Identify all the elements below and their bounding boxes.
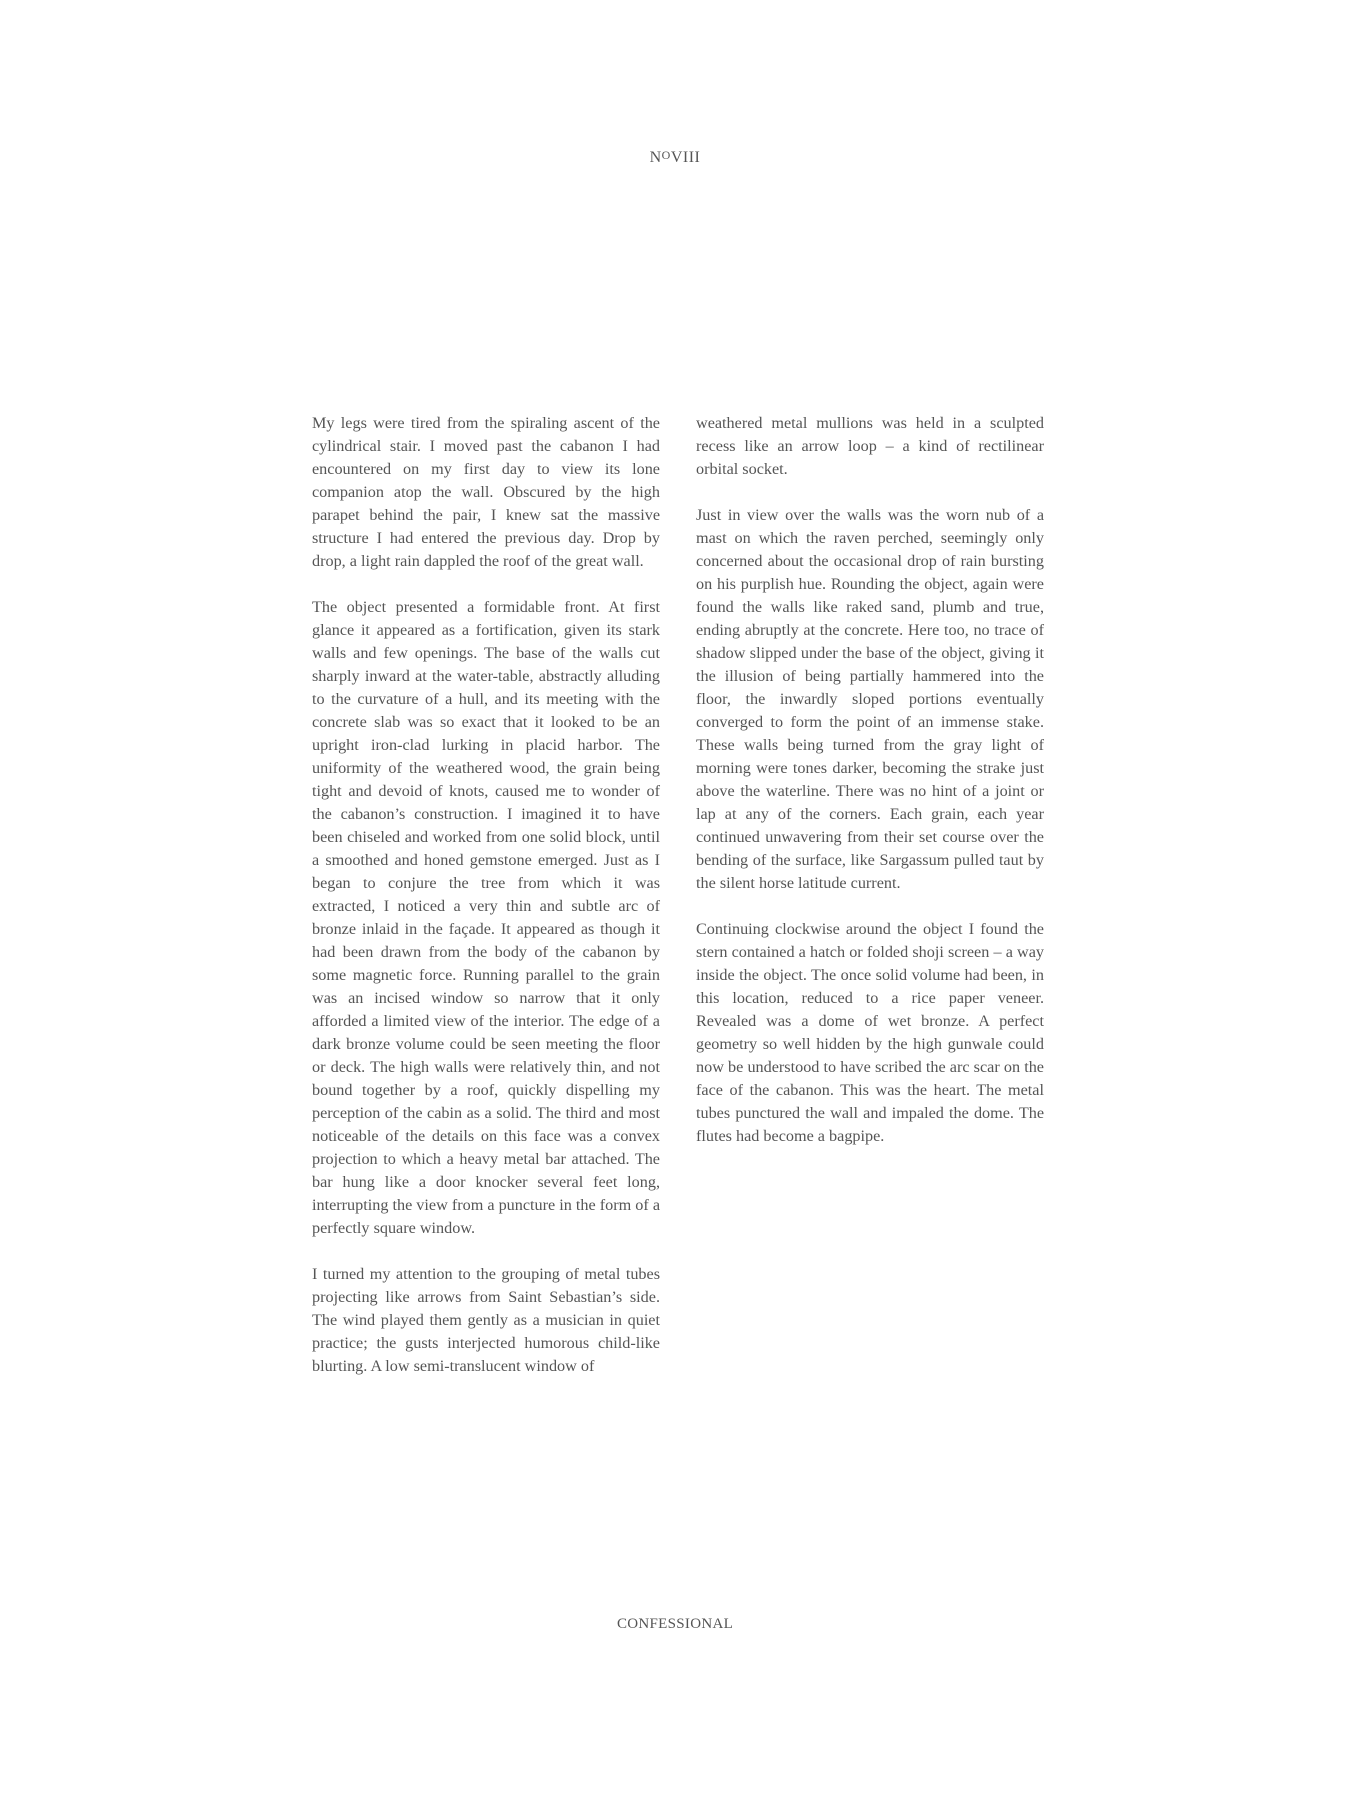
paragraph: Just in view over the walls was the worn nub of a mast on which the raven perched, seemingly only concerned about the occasional drop of rain bursting on his purplish hue. Rounding the object, again were found the walls like raked sand, plumb and true, ending abruptly at the concrete. Here too, no trace of shadow slipped under the base of the object, giving it the illusion of being partially hammered into the floor, the inwardly sloped portions eventually converged to form the point of an immense stake. These walls being turned from the gray light of morning were tones darker, becoming the strake just above the waterline. There was no hint of a joint or lap at any of the corners. Each grain, each year continued unwavering from their set course over the bending of the surface, like Sargassum pulled taut by the silent horse latitude current. (696, 506, 1044, 892)
paragraph: weathered metal mullions was held in a sculpted recess like an arrow loop – a kind of rectilinear orbital socket. (696, 414, 1044, 478)
paragraph: The object presented a formidable front. At first glance it appeared as a fortification, given its stark walls and few openings. The base of the walls cut sharply inward at the water-table, abstractly alluding to the curvature of a hull, and its meeting with the concrete slab was so exact that it looked to be an upright iron-clad lurking in placid harbor. The uniformity of the weathered wood, the grain being tight and devoid of knots, caused me to wonder of the cabanon’s construction. I imagined it to have been chiseled and worked from one solid block, until a smoothed and honed gemstone emerged. Just as I began to conjure the tree from which it was extracted, I noticed a very thin and subtle arc of bronze inlaid in the façade. It appeared as though it had been drawn from the body of the cabanon by some magnetic force. Running parallel to the grain was an incised window so narrow that it only afforded a limited view of the interior. The edge of a dark bronze volume could be seen meeting the floor or deck. The high walls were relatively thin, and not bound together by a roof, quickly dispelling my perception of the cabin as a solid. The third and most noticeable of the details on this face was a convex projection to which a heavy metal bar attached. The bar hung like a door knocker several feet long, interrupting the view from a puncture in the form of a perfectly square window. (312, 598, 660, 1237)
paragraph: My legs were tired from the spiraling ascent of the cylindrical stair. I moved past the cabanon I had encountered on my first day to view its lone companion atop the wall. Obscured by the high parapet behind the pair, I knew sat the massive structure I had entered the previous day. Drop by drop, a light rain dappled the roof of the great wall. (312, 414, 660, 570)
running-footer-title: CONFESSIONAL (616, 1616, 734, 1632)
page-number-superscript: O (661, 148, 671, 162)
paragraph: Continuing clockwise around the object I found the stern contained a hatch or folded shoji screen – a way inside the object. The once solid volume had been, in this location, reduced to a rice paper veneer. Revealed was a dome of wet bronze. A perfect geometry so well hidden by the high gunwale could now be understood to have scribed the arc scar on the face of the cabanon. This was the heart. The metal tubes punctured the wall and impaled the dome. The flutes had become a bagpipe. (696, 920, 1044, 1145)
paragraph: I turned my attention to the grouping of metal tubes projecting like arrows from Saint Sebastian’s side. The wind played them gently as a musician in quiet practice; the gusts interjected humorous child-like blurting. A low semi-translucent window of (312, 1265, 660, 1375)
text-column-right (696, 412, 1044, 1171)
page-number-prefix: N (649, 149, 662, 166)
page-number-numeral: VIII (670, 149, 701, 166)
text-column-left (312, 412, 660, 1401)
page-number (0, 148, 1350, 167)
